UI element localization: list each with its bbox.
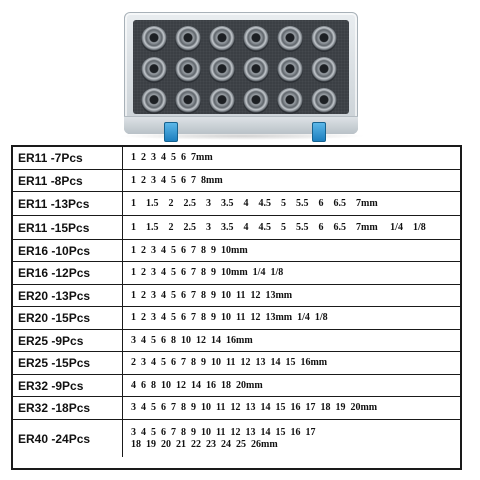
model-cell: ER11 -13Pcs bbox=[13, 192, 123, 215]
model-cell: ER32 -18Pcs bbox=[13, 397, 123, 419]
table-row bbox=[13, 261, 460, 284]
model-cell: ER25 -15Pcs bbox=[13, 352, 123, 374]
sizes-line: 1 2 3 4 5 6 7 8 9 10 11 12 13mm bbox=[131, 289, 293, 301]
table-row bbox=[13, 191, 460, 215]
sizes-line: 1 2 3 4 5 6 7 8mm bbox=[131, 174, 223, 186]
collet-15 bbox=[209, 88, 235, 114]
table-row bbox=[13, 396, 460, 419]
table-row bbox=[13, 239, 460, 261]
collet-3 bbox=[209, 26, 235, 52]
table-row bbox=[13, 374, 460, 396]
sizes-line: 4 6 8 10 12 14 16 18 20mm bbox=[131, 379, 263, 391]
model-cell: ER11 -15Pcs bbox=[13, 216, 123, 239]
model-cell: ER16 -10Pcs bbox=[13, 240, 123, 261]
sizes-cell bbox=[123, 216, 460, 239]
sizes-cell bbox=[123, 170, 460, 191]
sizes-cell bbox=[123, 262, 460, 284]
table-row bbox=[13, 284, 460, 306]
model-cell: ER11 -8Pcs bbox=[13, 170, 123, 191]
table-row bbox=[13, 329, 460, 351]
collet-10 bbox=[243, 57, 269, 83]
collet-14 bbox=[175, 88, 201, 114]
sizes-line: 1 2 3 4 5 6 7mm bbox=[131, 152, 213, 163]
sizes-cell bbox=[123, 352, 460, 374]
sizes-line: 1 2 3 4 5 6 7 8 9 10 11 12 13mm 1/4 1/8 bbox=[131, 312, 328, 323]
sizes-cell bbox=[123, 397, 460, 419]
table-row bbox=[13, 306, 460, 329]
collet-4 bbox=[243, 26, 269, 52]
sizes-line: 1 2 3 4 5 6 7 8 9 10mm bbox=[131, 244, 248, 256]
sizes-line: 3 4 5 6 8 10 12 14 16mm bbox=[131, 334, 253, 346]
sizes-line: 1 1.5 2 2.5 3 3.5 4 4.5 5 5.5 6 6.5 7mm bbox=[131, 197, 378, 209]
collet-1 bbox=[141, 26, 167, 52]
case-latch-left bbox=[164, 122, 178, 142]
model-cell: ER20 -13Pcs bbox=[13, 285, 123, 306]
sizes-line: 18 19 20 21 22 23 24 25 26mm bbox=[131, 438, 278, 450]
sizes-cell bbox=[123, 420, 460, 457]
collet-12 bbox=[311, 57, 337, 83]
sizes-cell bbox=[123, 147, 460, 169]
collet-17 bbox=[277, 88, 303, 114]
case-latch-right bbox=[312, 122, 326, 142]
collet-8 bbox=[175, 57, 201, 83]
model-cell: ER20 -15Pcs bbox=[13, 307, 123, 329]
sizes-cell bbox=[123, 240, 460, 261]
collet-5 bbox=[277, 26, 303, 52]
sizes-cell bbox=[123, 307, 460, 329]
sizes-cell bbox=[123, 330, 460, 351]
collet-2 bbox=[175, 26, 201, 52]
table-row bbox=[13, 147, 460, 169]
model-cell: ER11 -7Pcs bbox=[13, 147, 123, 169]
sizes-line: 3 4 5 6 7 8 9 10 11 12 13 14 15 16 17 bbox=[131, 426, 316, 438]
collet-13 bbox=[141, 88, 167, 114]
model-cell: ER25 -9Pcs bbox=[13, 330, 123, 351]
collet-7 bbox=[141, 57, 167, 83]
collet-6 bbox=[311, 26, 337, 52]
sizes-cell bbox=[123, 192, 460, 215]
sizes-line: 1 1.5 2 2.5 3 3.5 4 4.5 5 5.5 6 6.5 7mm 1/4 1/8 bbox=[131, 221, 426, 233]
table-row bbox=[13, 169, 460, 191]
collet-18 bbox=[311, 88, 337, 114]
collet-9 bbox=[209, 57, 235, 83]
model-cell: ER40 -24Pcs bbox=[13, 420, 123, 457]
table-row bbox=[13, 215, 460, 239]
sizes-line: 1 2 3 4 5 6 7 8 9 10mm 1/4 1/8 bbox=[131, 267, 284, 278]
sizes-cell bbox=[123, 285, 460, 306]
model-cell: ER16 -12Pcs bbox=[13, 262, 123, 284]
table-row bbox=[13, 351, 460, 374]
model-cell: ER32 -9Pcs bbox=[13, 375, 123, 396]
sizes-cell bbox=[123, 375, 460, 396]
table-row bbox=[13, 419, 460, 457]
collet-16 bbox=[243, 88, 269, 114]
product-photo bbox=[0, 0, 480, 144]
collet-11 bbox=[277, 57, 303, 83]
collet-size-table bbox=[11, 145, 462, 470]
sizes-line: 3 4 5 6 7 8 9 10 11 12 13 14 15 16 17 18 19 20mm bbox=[131, 402, 378, 413]
sizes-line: 2 3 4 5 6 7 8 9 10 11 12 13 14 15 16mm bbox=[131, 357, 328, 368]
